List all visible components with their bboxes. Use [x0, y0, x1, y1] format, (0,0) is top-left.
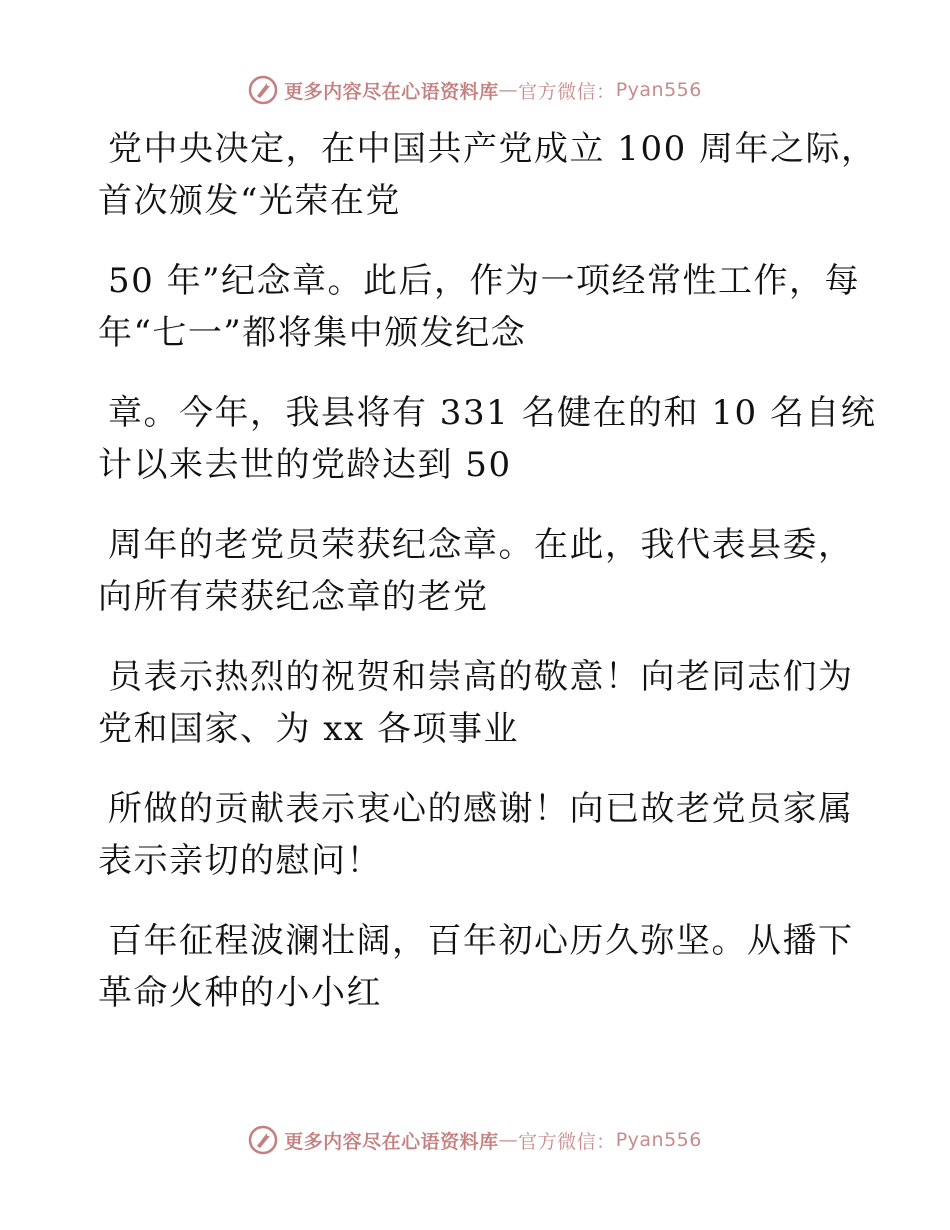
watermark-separator: —: [498, 79, 519, 101]
paragraph-line: 周年的老党员荣获纪念章。在此，我代表县委，: [108, 525, 854, 565]
watermark-site-text: 更多内容尽在心语资料库: [284, 1130, 499, 1153]
paragraph-line: 年“七一”都将集中颁发纪念: [98, 313, 527, 353]
paragraph: [98, 912, 858, 1022]
paragraph: [98, 780, 858, 890]
paragraph-line: 计以来去世的党龄达到 50: [98, 445, 512, 485]
paragraph-line: 向所有荣获纪念章的老党: [98, 577, 489, 617]
paragraph: [98, 252, 858, 362]
paragraph-line: 员表示热烈的祝贺和崇高的敬意！向老同志们为: [108, 657, 854, 697]
paragraph-line: 党中央决定，在中国共产党成立 100 周年之际，: [108, 129, 877, 169]
footer-watermark: [0, 1122, 950, 1158]
pen-nib-logo-icon: [248, 75, 278, 105]
paragraph-line: 百年征程波澜壮阔，百年初心历久弥坚。从播下: [108, 921, 854, 961]
watermark-contact-label: 官方微信：: [518, 1130, 616, 1153]
header-watermark: [0, 72, 950, 108]
paragraph-line: 革命火种的小小红: [98, 973, 382, 1013]
watermark-site-text: 更多内容尽在心语资料库: [284, 80, 499, 103]
paragraph: [98, 384, 877, 494]
watermark-contact-id: Pyan556: [615, 1129, 702, 1151]
pen-nib-logo-icon: [248, 1125, 278, 1155]
watermark-contact-id: Pyan556: [615, 79, 702, 101]
paragraph: [98, 516, 858, 626]
paragraph-line: 党和国家、为 xx 各项事业: [98, 709, 519, 749]
paragraph-line: 所做的贡献表示衷心的感谢！向已故老党员家属: [108, 789, 854, 829]
paragraph: [98, 120, 877, 230]
paragraph-line: 表示亲切的慰问！: [98, 841, 382, 881]
paragraph: [98, 648, 858, 758]
watermark-separator: —: [498, 1129, 519, 1151]
paragraph-line: 50 年”纪念章。此后，作为一项经常性工作，每: [108, 261, 860, 301]
watermark-contact-label: 官方微信：: [518, 80, 616, 103]
paragraph-line: 首次颁发“光荣在党: [98, 181, 401, 221]
paragraph-line: 章。今年，我县将有 331 名健在的和 10 名自统: [108, 393, 877, 433]
document-body: [98, 120, 877, 1044]
